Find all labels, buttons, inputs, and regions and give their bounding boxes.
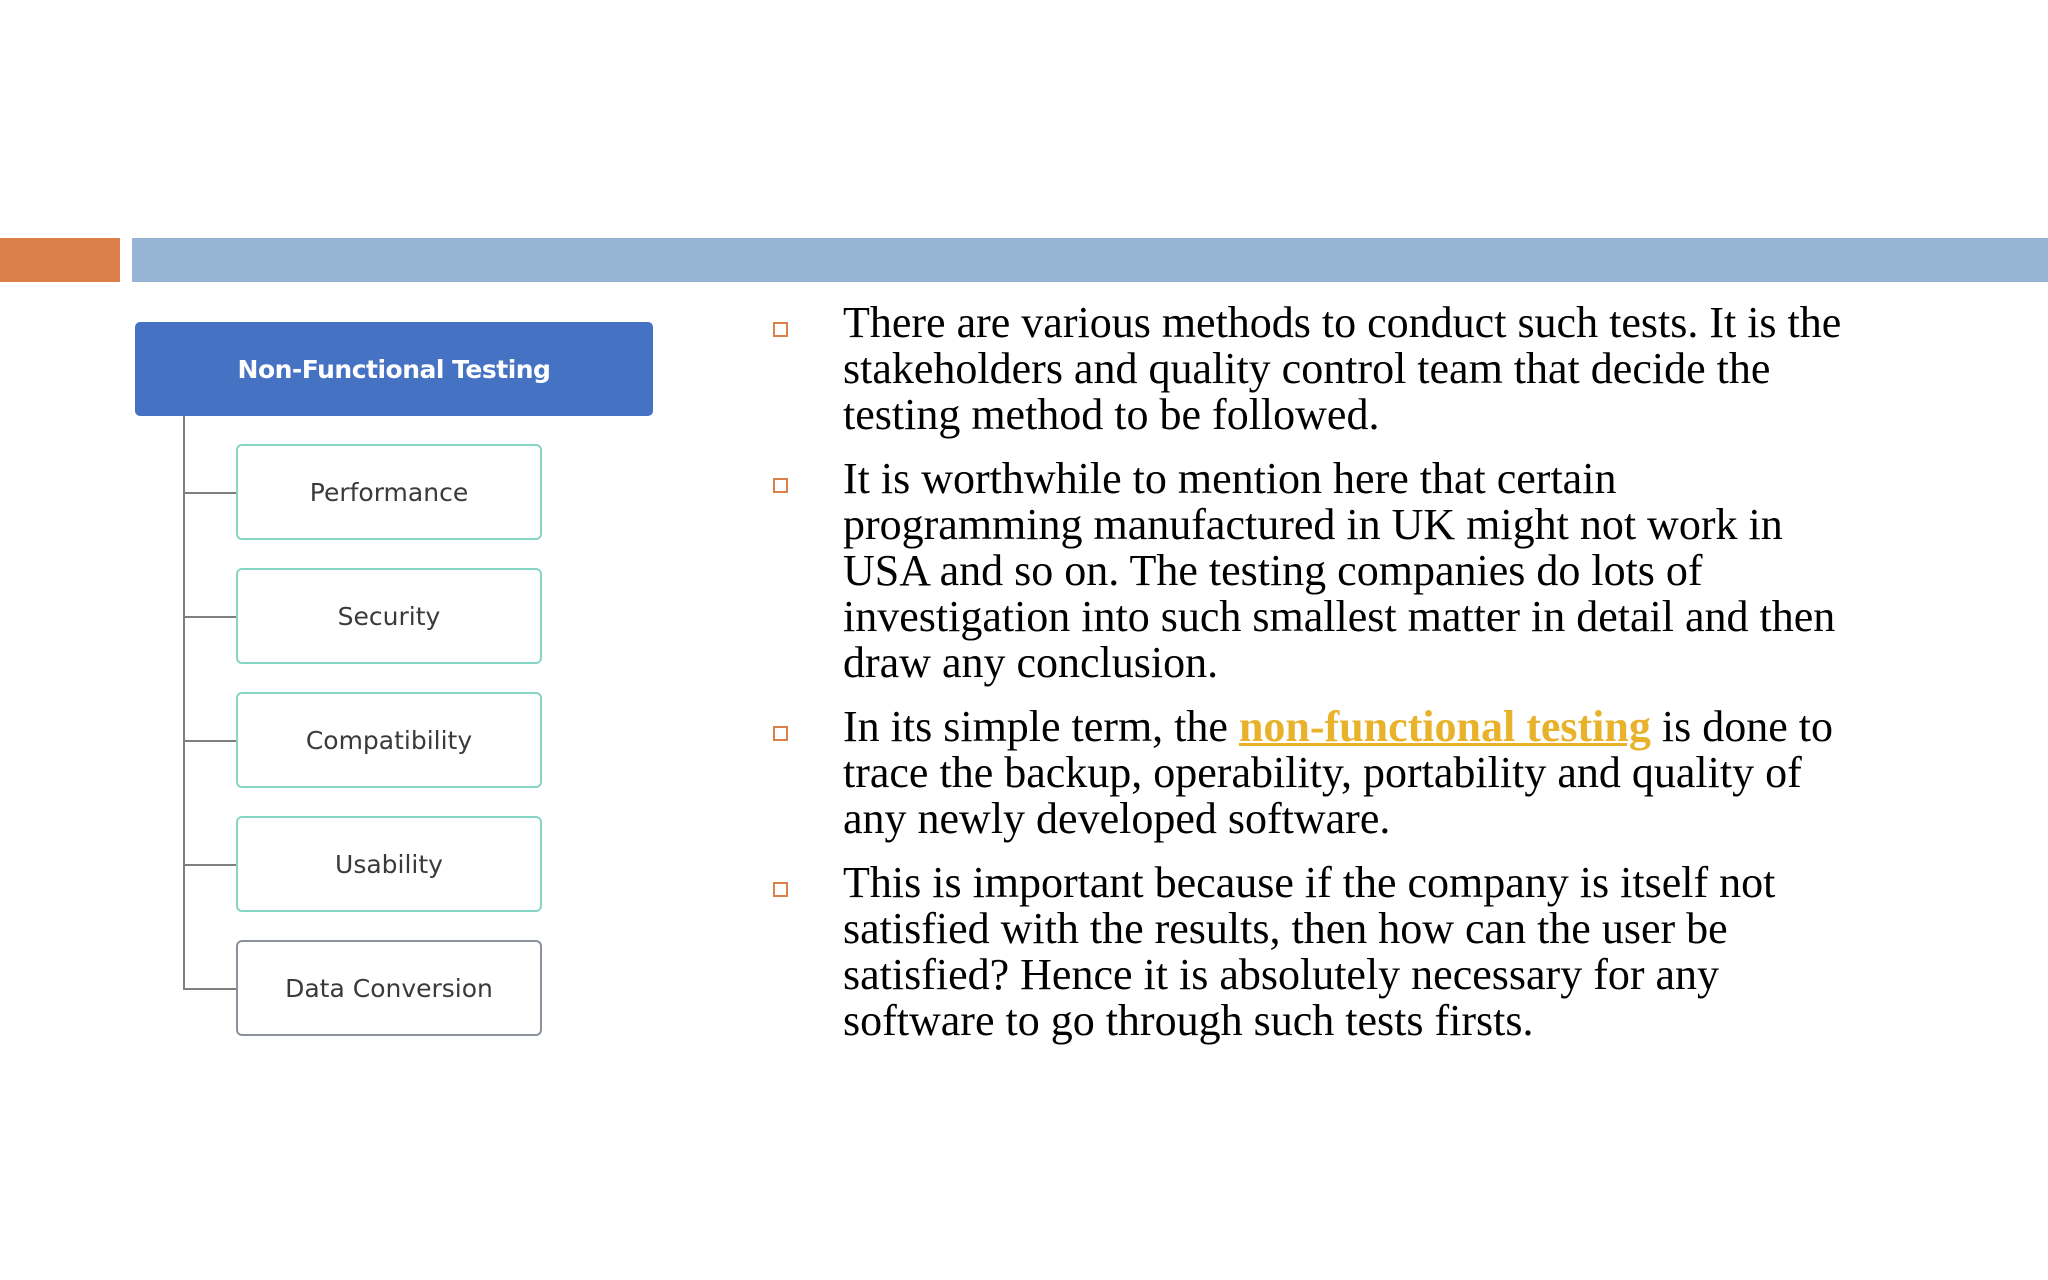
- testing-hierarchy-diagram: [0, 0, 700, 1100]
- diagram-trunk-line: [183, 416, 185, 988]
- bullet-item: [770, 704, 2010, 842]
- non-functional-testing-link[interactable]: non-functional testing: [1238, 702, 1651, 751]
- bullet-text: This is important because if the company is itself not satisfied with the results, then how can the user be satisfied? Hence it is absolutely necessary for any software to go through such tests firsts.: [843, 858, 1776, 1045]
- bullet-item: [770, 860, 2010, 1044]
- bullet-text: [843, 704, 2010, 842]
- diagram-branch-line: [183, 492, 237, 494]
- bullet-item: [770, 300, 2010, 438]
- diagram-branch-line: [183, 864, 237, 866]
- square-bullet-icon: [773, 478, 788, 493]
- diagram-branch-line: [183, 740, 237, 742]
- diagram-node-usability: Usability: [236, 816, 542, 912]
- diagram-node-performance: Performance: [236, 444, 542, 540]
- bullet-item: [770, 456, 2010, 686]
- bullet-list: [770, 300, 2010, 1062]
- bullet-text: There are various methods to conduct such tests. It is the stakeholders and quality control team that decide the testing method to be followed.: [843, 298, 1842, 439]
- square-bullet-icon: [773, 726, 788, 741]
- diagram-branch-line: [183, 988, 237, 990]
- square-bullet-icon: [773, 322, 788, 337]
- bullet-text-before-link: In its simple term, the: [843, 702, 1239, 751]
- bullet-text: It is worthwhile to mention here that certain programming manufactured in UK might not work in USA and so on. The testing companies do lots of investigation into such smallest matter in detail and then draw any conclusion.: [843, 454, 1836, 687]
- diagram-node-data-conversion: Data Conversion: [236, 940, 542, 1036]
- diagram-branch-line: [183, 616, 237, 618]
- diagram-root-node: Non-Functional Testing: [135, 322, 653, 416]
- square-bullet-icon: [773, 882, 788, 897]
- diagram-node-security: Security: [236, 568, 542, 664]
- bullet-text-after-link: is done to trace the backup, operability, portability and quality of any newly developed software.: [843, 702, 1833, 843]
- diagram-node-compatibility: Compatibility: [236, 692, 542, 788]
